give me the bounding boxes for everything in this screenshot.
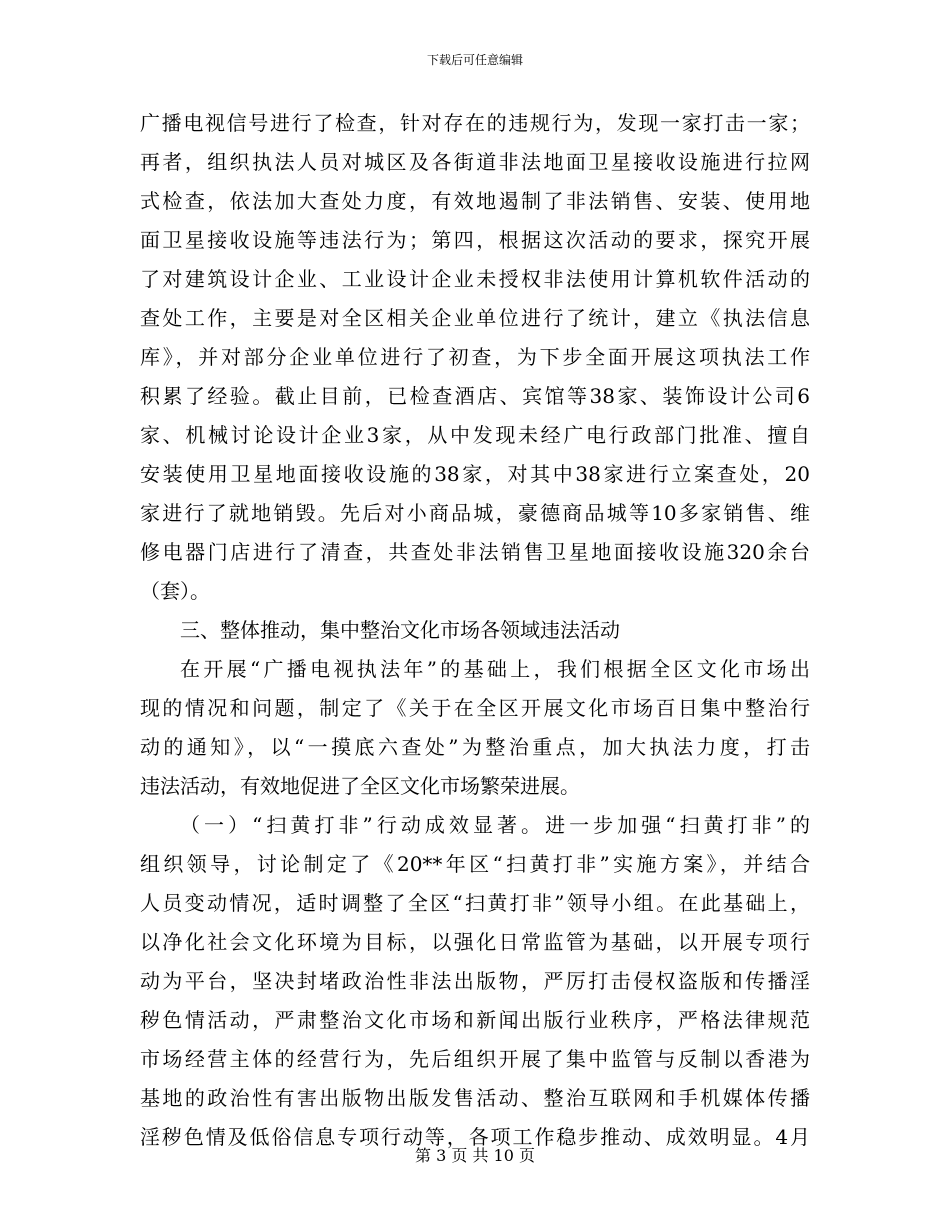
text-line: 人员变动情况，适时调整了全区“扫黄打非”领导小组。在此基础上，	[140, 891, 810, 915]
text-line: 广播电视信号进行了检查，针对存在的违规行为，发现一家打击一家；	[140, 111, 810, 135]
text-line: 式检查，依法加大查处力度，有效地遏制了非法销售、安装、使用地	[140, 189, 810, 213]
text-line: （套）。	[140, 579, 210, 603]
text-line: 基地的政治性有害出版物出版发售活动、整治互联网和手机媒体传播	[140, 1086, 810, 1110]
text-line: 淫秽色情及低俗信息专项行动等，各项工作稳步推动、成效明显。4月	[140, 1125, 810, 1149]
text-line: 动为平台，坚决封堵政治性非法出版物，严厉打击侵权盗版和传播淫	[140, 969, 810, 993]
text-line: 积累了经验。截止目前，已检查酒店、宾馆等38家、装饰设计公司6	[140, 384, 810, 408]
text-line: 家、机械讨论设计企业3家，从中发现未经广电行政部门批准、擅自	[140, 423, 810, 447]
subsection-line: （一）“扫黄打非”行动成效显著。进一步加强“扫黄打非”的	[180, 813, 810, 837]
text-line: 以净化社会文化环境为目标，以强化日常监管为基础，以开展专项行	[140, 930, 810, 954]
document-body	[140, 104, 810, 1157]
text-line: 再者，组织执法人员对城区及各街道非法地面卫星接收设施进行拉网	[140, 150, 810, 174]
text-line: 组织领导，讨论制定了《20**年区“扫黄打非”实施方案》，并结合	[140, 852, 810, 876]
text-line: 安装使用卫星地面接收设施的38家，对其中38家进行立案查处，20	[140, 462, 810, 486]
text-line: 市场经营主体的经营行为，先后组织开展了集中监管与反制以香港为	[140, 1047, 810, 1071]
text-line: 违法活动，有效地促进了全区文化市场繁荣进展。	[140, 774, 580, 798]
text-line: 动的通知》，以“一摸底六查处”为整治重点，加大执法力度，打击	[140, 735, 810, 759]
page-header: 下载后可任意编辑	[426, 53, 523, 67]
page-number-footer: 第 3 页 共 10 页	[415, 1146, 535, 1165]
text-line: 了对建筑设计企业、工业设计企业未授权非法使用计算机软件活动的	[140, 267, 810, 291]
text-line: 查处工作，主要是对全区相关企业单位进行了统计，建立《执法信息	[140, 306, 810, 330]
section-heading: 三、整体推动，集中整治文化市场各领域违法活动	[180, 618, 620, 642]
text-line: 在开展“广播电视执法年”的基础上，我们根据全区文化市场出	[180, 657, 810, 681]
text-line: 家进行了就地销毁。先后对小商品城，豪德商品城等10多家销售、维	[140, 501, 810, 525]
text-line: 修电器门店进行了清查，共查处非法销售卫星地面接收设施320余台	[140, 540, 810, 564]
text-line: 库》，并对部分企业单位进行了初查，为下步全面开展这项执法工作	[140, 345, 810, 369]
text-line: 秽色情活动，严肃整治文化市场和新闻出版行业秩序，严格法律规范	[140, 1008, 810, 1032]
text-line: 现的情况和问题，制定了《关于在全区开展文化市场百日集中整治行	[140, 696, 810, 720]
text-line: 面卫星接收设施等违法行为；第四，根据这次活动的要求，探究开展	[140, 228, 810, 252]
